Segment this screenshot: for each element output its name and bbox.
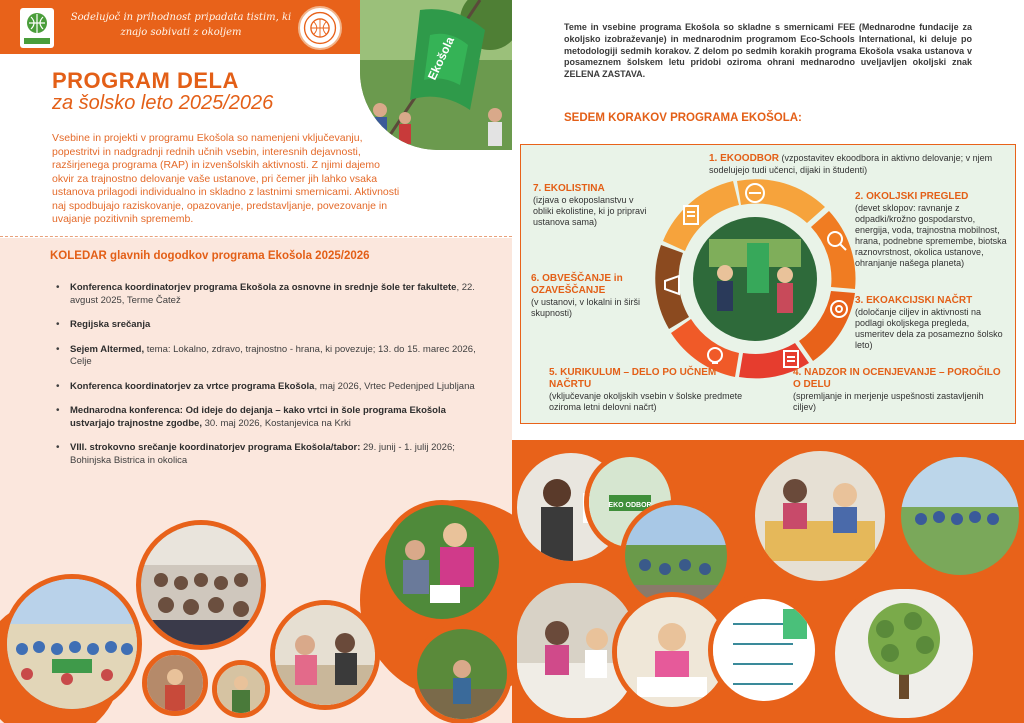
step-4: 4. NADZOR IN OCENJEVANJE – POROČILO O DELU (spremljanje in merjenje uspešnosti zastavljenih ciljev) [793, 367, 1001, 412]
photo-kids-table [750, 446, 890, 586]
list-item: • Konferenca koordinatorjev programa Ekošola za osnovne in srednje šole ter fakultete, 22. avgust 2025, Terme Čatež [56, 282, 476, 307]
list-item: • Regijska srečanja [56, 319, 476, 332]
calendar-title: KOLEDAR glavnih dogodkov programa Ekošola 2025/2026 [50, 250, 370, 262]
right-page [512, 0, 1024, 723]
globe-badge-icon [298, 6, 342, 50]
flag-text: Ekošola [424, 34, 458, 83]
event-list [56, 282, 476, 479]
photo-small-left [142, 650, 208, 716]
step-6: 6. OBVEŠČANJE in OZAVEŠČANJE (v ustanovi, v lokalni in širši skupnosti) [531, 273, 641, 318]
photo-conference-hall [136, 520, 266, 650]
photo-small-right [212, 660, 270, 718]
eco-board-sign: EKO ODBOR [608, 502, 652, 509]
fee-paragraph: Teme in vsebine programa Ekošola so skladne s smernicami FEE (Mednarodne fundacije za okoljsko izobraževanje) in mednarodnim programom Eco-Schools International, ki deluje po metodologiji sedmih korakov. Z delom po sedmih korakih programa Ekošola vsaka ustanova v posameznem šolskem letu pridobi oziroma ohrani mednarodno uveljavljen okoljski znak ZELENA ZASTAVA. [564, 22, 972, 80]
photo-nature-writing [380, 500, 504, 624]
photo-workshop [270, 600, 380, 710]
step-5: 5. KURIKULUM – DELO PO UČNEM NAČRTU (vključevanje okoljskih vsebin v šolske predmete oziroma letni delovni načrt) [549, 367, 743, 412]
intro-paragraph: Vsebine in projekti v programu Ekošola so namenjeni vključevanju, popestritvi in nadgradnji rednih učnih vsebin, interesnih dejavnosti, razširjenega programa (RAP) in izvenšolskih aktivnosti. Z njimi dajemo okvir za trajnostno delovanje vaše ustanove, pri čemer jih lahko vsaka ustanova prilagodi individualno in skladno z lastnimi smernicami. Aktivnosti naj spodbujajo raziskovanje, opazovanje, predstavljanje, povezovanje in uvajanje pozitivnih sprememb. [52, 132, 400, 225]
photo-group-outdoor [896, 452, 1024, 580]
photo-group [2, 574, 142, 714]
photo-tree-craft [830, 584, 978, 723]
step-3: 3. EKOAKCIJSKI NAČRT (določanje ciljev in aktivnosti na podlagi okoljskega pregleda, usmeritev dela za posamezno šolsko leto) [855, 295, 1003, 350]
step-7: 7. EKOLISTINA (izjava o ekoposlanstvu v obliki ekolistine, ki jo pripravi ustanova sama) [533, 183, 647, 227]
seven-steps-diagram [520, 144, 1016, 424]
page-title: PROGRAM DELA [52, 68, 239, 93]
photo-forest [412, 624, 512, 723]
header-motto: Sodelujoč in prihodnost pripadata tistim, ki znajo sobivati z okoljem [70, 12, 292, 38]
steps-title: SEDEM KORAKOV PROGRAMA EKOŠOLA: [564, 112, 802, 124]
list-item: • Mednarodna konferenca: Od ideje do dejanja – kako vrtci in šole programa Ekošola ustvarjajo trajnostne zgodbe, 30. maj 2026, Kostanjevica na Krki [56, 405, 476, 430]
step-1: 1. EKOODBOR (vzpostavitev ekoodbora in aktivno delovanje; v njem sodelujejo tudi učenci, dijaki in študenti) [709, 153, 993, 175]
list-item: • Sejem Altermed, tema: Lokalno, zdravo, trajnostno - hrana, ki povezuje; 13. do 15. marec 2026, Celje [56, 344, 476, 369]
ekosola-logo-icon [20, 8, 54, 48]
page-subtitle: za šolsko leto 2025/2026 [52, 92, 274, 114]
section-divider [0, 236, 512, 237]
photo-checklist [708, 594, 820, 706]
green-flag-photo [360, 0, 512, 150]
list-item: • VIII. strokovno srečanje koordinatorjev programa Ekošola/tabor: 29. junij - 1. julij 2026; Bohinjska Bistrica in okolica [56, 442, 476, 467]
list-item: • Konferenca koordinatorjev za vrtce programa Ekošola, maj 2026, Vrtec Pedenjped Ljubljana [56, 381, 476, 394]
step-2: 2. OKOLJSKI PREGLED (devet sklopov: ravnanje z odpadki/krožno gospodarstvo, energija, voda, trajnostna mobilnost, hrana, podnebne spremembe, biotska raznovrstnost, okolica ustanove, ohranjanje našega planeta) [855, 191, 1007, 268]
